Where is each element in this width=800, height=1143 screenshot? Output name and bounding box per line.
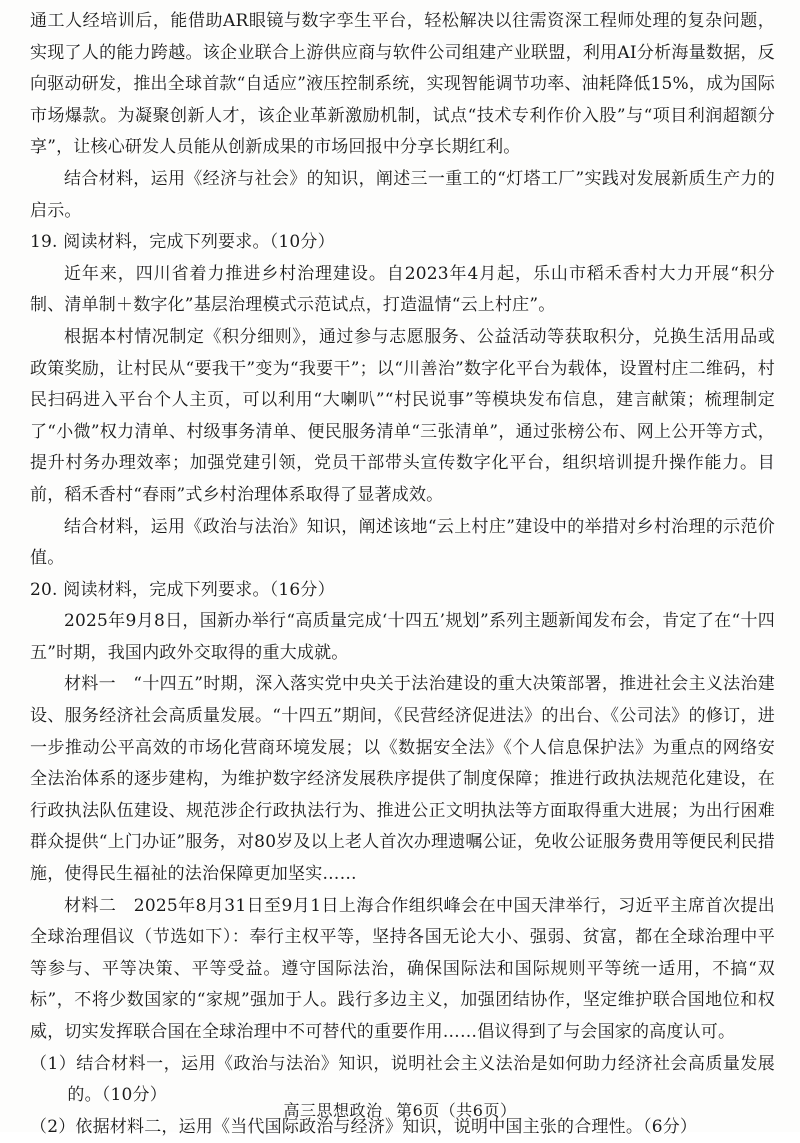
footer-page-number: 第6页（共6页）: [396, 1101, 517, 1120]
intro-continuation: 通工人经培训后，能借助AR眼镜与数字孪生平台，轻松解决以往需资深工程师处理的复杂问题，实现了人的能力跨越。该企业联合上游供应商与软件公司组建产业联盟，利用AI分析海量数据，反向驱动研发，推出全球首款“自适应”液压控制系统，实现智能调节功率、油耗降低15%，成为国际市场爆款。为凝聚创新人才，该企业革新激励机制，试点“技术专利作价入股”与“项目利润超额分享”，让核心研发人员能从创新成果的市场回报中分享长期红利。: [30, 11, 775, 158]
page-content: [30, 6, 775, 1143]
footer-subject: 高三思想政治: [283, 1101, 383, 1120]
q20-material-1: 材料一 “十四五”时期，深入落实党中央关于法治建设的重大决策部署，推进社会主义法治建设、服务经济社会高质量发展。“十四五”期间，《民营经济促进法》的出台、《公司法》的修订，进一步推动公平高效的市场化营商环境发展；以《数据安全法》《个人信息保护法》为重点的网络安全法治体系的逐步建构，为维护数字经济发展秩序提供了制度保障；推进行政执法规范化建设，在行政执法队伍建设、规范涉企行政执法行为、推进公正文明执法等方面取得重大进展；为出行困难群众提供“上门办证”服务，对80岁及以上老人首次办理遗嘱公证，免收公证服务费用等便民利民措施，使得民生福祉的法治保障更加坚实……: [30, 674, 776, 885]
q19-paragraph-2: 根据本村情况制定《积分细则》，通过参与志愿服务、公益活动等获取积分，兑换生活用品或政策奖励，让村民从“要我干”变为“我要干”；以“川善治”数字化平台为载体，设置村庄二维码，村民扫码进入平台个人主页，可以利用“大喇叭”“村民说事”等模块发布信息，建言献策；梳理制定了“小微”权力清单、村级事务清单、便民服务清单“三张清单”，通过张榜公布、网上公开等方式，提升村务办理效率；加强党建引领，党员干部带头宣传数字化平台，组织培训提升操作能力。目前，稻禾香村“春雨”式乡村治理体系取得了显著成效。: [30, 326, 775, 505]
intro-question: 结合材料，运用《经济与社会》的知识，阐述三一重工的“灯塔工厂”实践对发展新质生产力的启示。: [30, 168, 775, 221]
q19-question: 结合材料，运用《政治与法治》知识，阐述该地“云上村庄”建设中的举措对乡村治理的示范价值。: [30, 516, 775, 569]
q20-material-2: 材料二 2025年8月31日至9月1日上海合作组织峰会在中国天津举行，习近平主席首次提出全球治理倡议（节选如下）：奉行主权平等，坚持各国无论大小、强弱、贫富，都在全球治理中平等参与、平等决策、平等受益。遵守国际法治，确保国际法和国际规则平等统一适用，不搞“双标”，不将少数国家的“家规”强加于人。践行多边主义，加强团结协作，坚定维护联合国地位和权威，切实发挥联合国在全球治理中不可替代的重要作用……倡议得到了与会国家的高度认可。: [30, 895, 775, 1042]
q20-paragraph-1: 2025年9月8日，国新办举行“高质量完成‘十四五’规划”系列主题新闻发布会，肯定了在“十四五”时期，我国内政外交取得的重大成就。: [30, 611, 775, 663]
q20-subquestion-1: （1）结合材料一，运用《政治与法治》知识，说明社会主义法治是如何助力经济社会高质量发展的。（10分）: [30, 1053, 775, 1106]
q19-paragraph-1: 近年来，四川省着力推进乡村治理建设。自2023年4月起，乐山市稻禾香村大力开展“积分制、清单制＋数字化”基层治理模式示范试点，打造温情“云上村庄”。: [30, 263, 775, 316]
question-20-heading: 20. 阅读材料，完成下列要求。（16分）: [30, 579, 335, 600]
page-footer: [0, 1098, 800, 1121]
question-19-heading: 19. 阅读材料，完成下列要求。（10分）: [30, 232, 335, 253]
q20-subquestion-2: （2）依据材料二，运用《当代国际政治与经济》知识，说明中国主张的合理性。（6分）: [30, 1116, 698, 1137]
